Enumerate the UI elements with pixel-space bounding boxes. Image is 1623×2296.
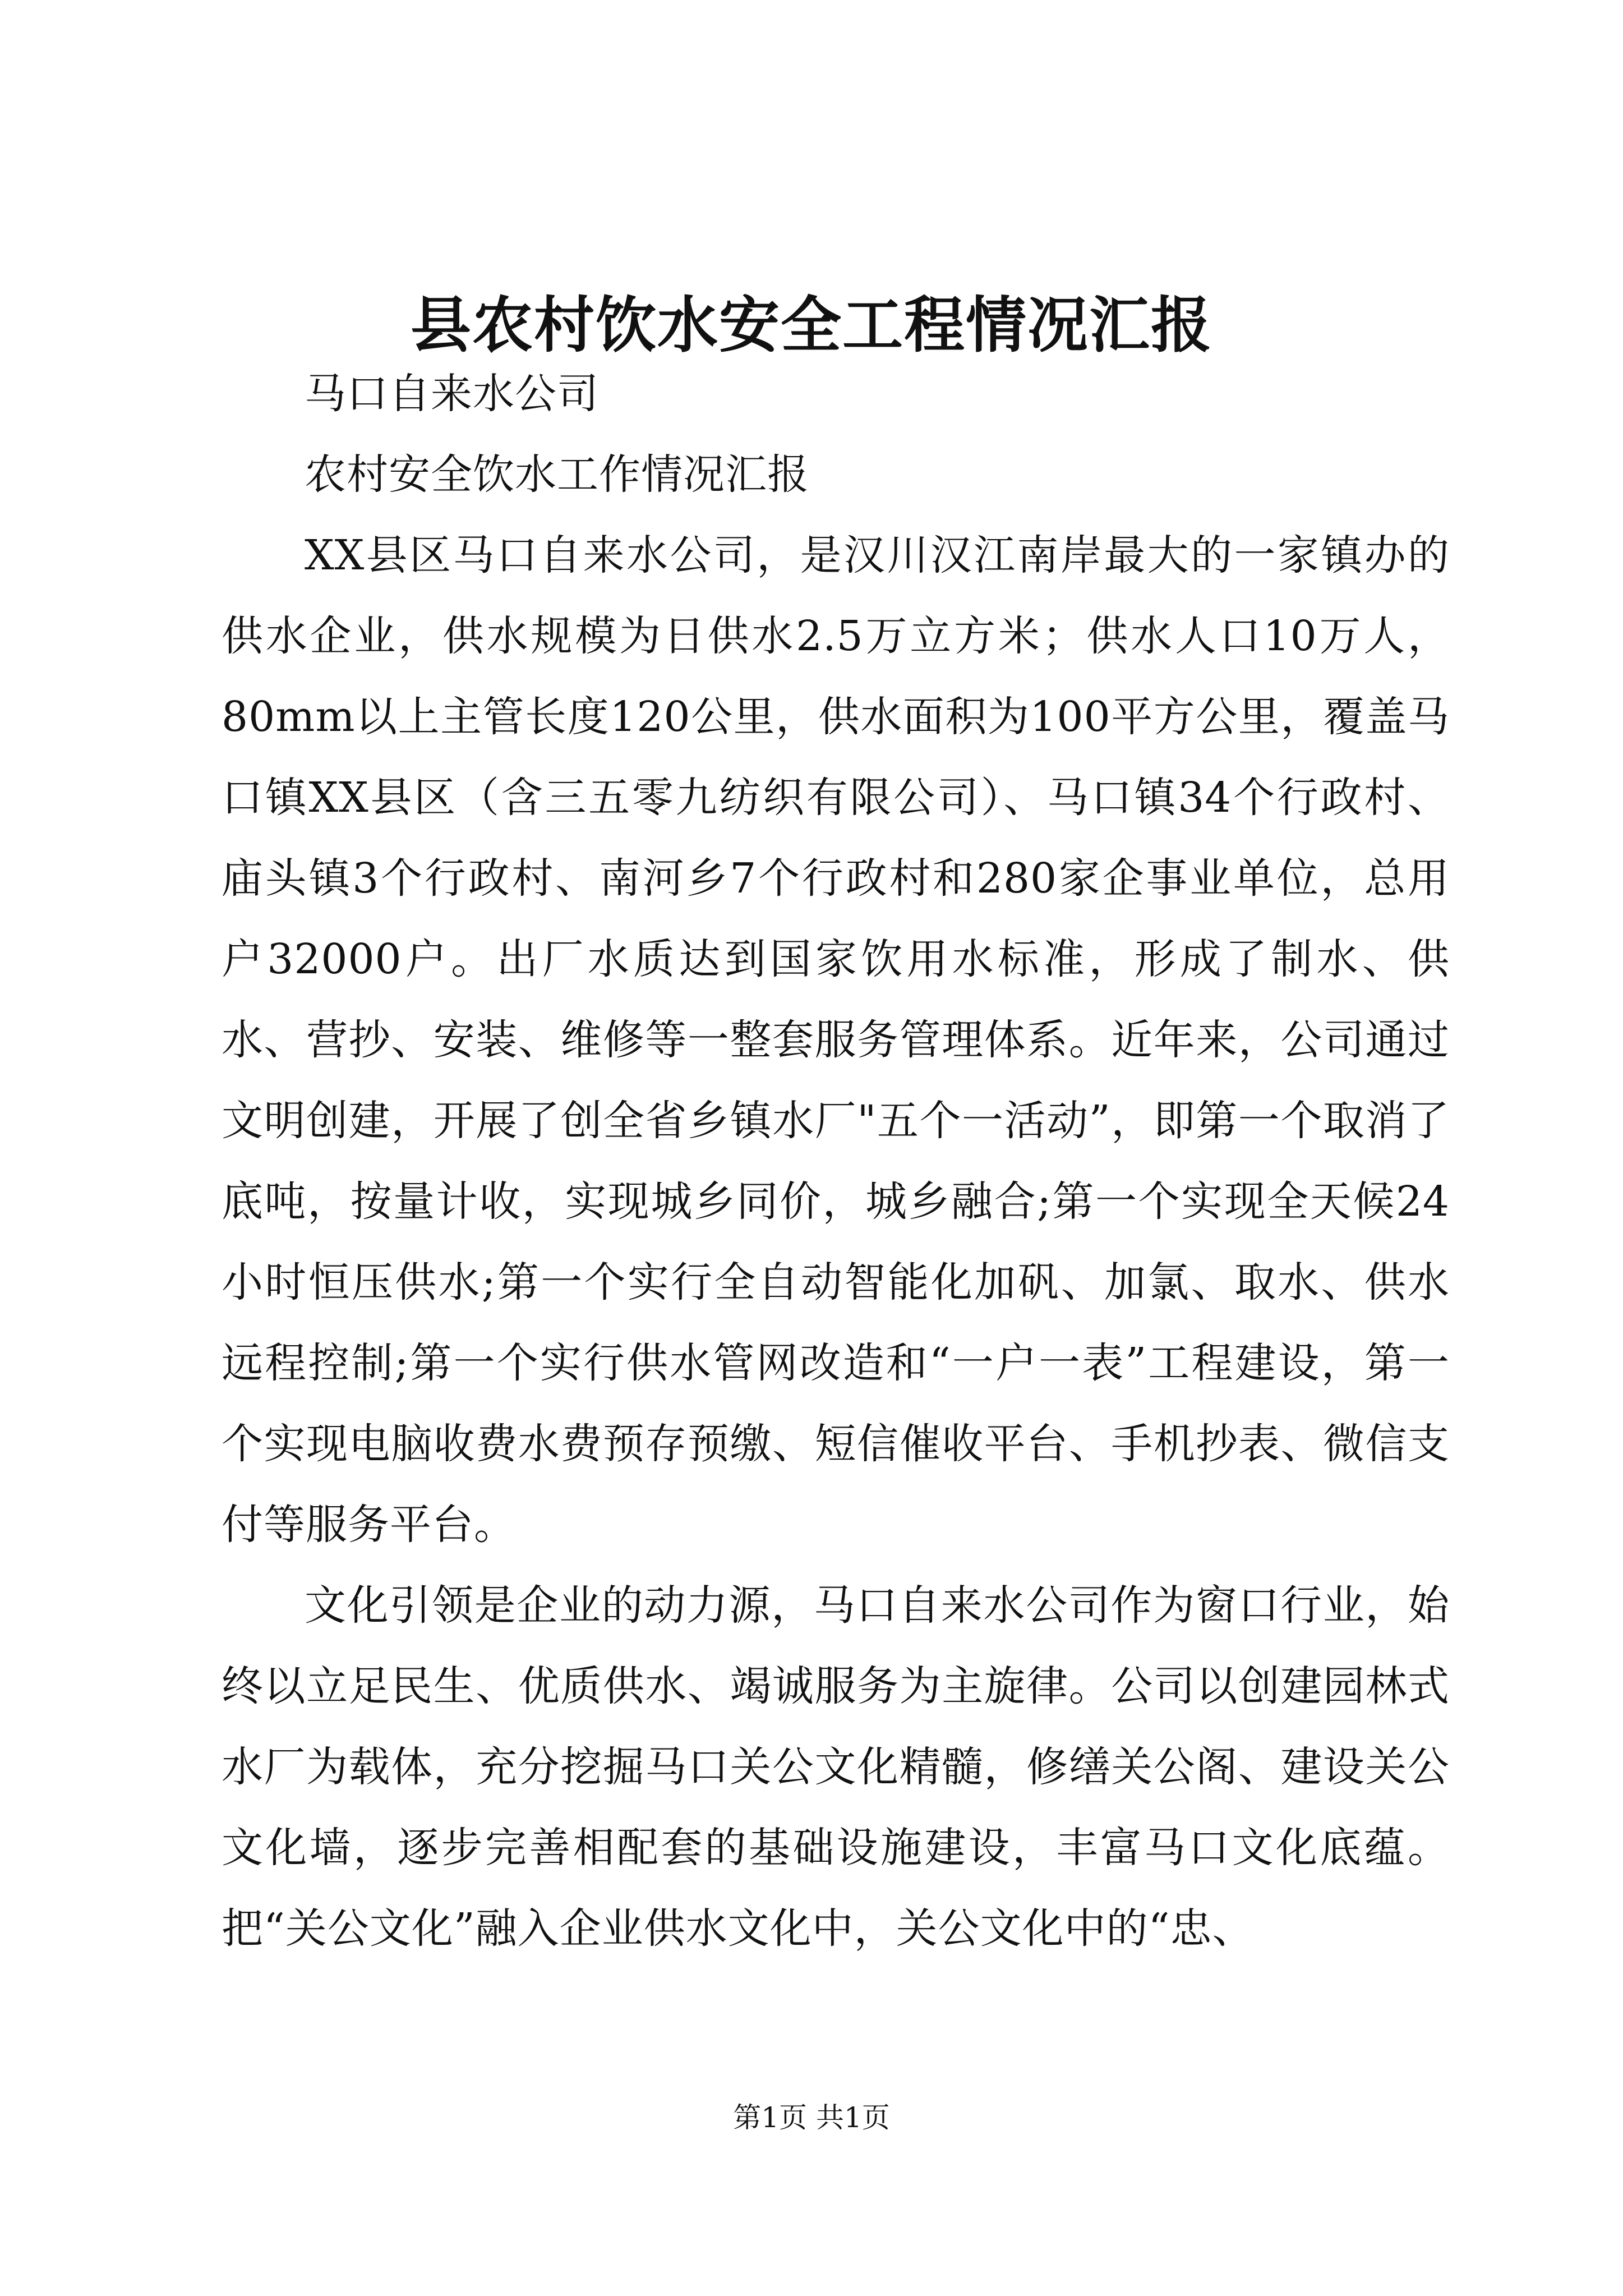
document-body xyxy=(222,353,1450,1969)
paragraph-culture: 文化引领是企业的动力源，马口自来水公司作为窗口行业，始终以立足民生、优质供水、竭诚服务为主旋律。公司以创建园林式水厂为载体，充分挖掘马口关公文化精髓，修缮关公阁、建设关公文化墙，逐步完善相配套的基础设施建设，丰富马口文化底蕴。把“关公文化”融入企业供水文化中，关公文化中的“忠、 xyxy=(222,1581,1450,1953)
paragraph-subtitle: 农村安全饮水工作情况汇报 xyxy=(305,450,809,499)
paragraph-overview: XX县区马口自来水公司，是汉川汉江南岸最大的一家镇办的供水企业，供水规模为日供水2.5万立方米；供水人口10万人，80mm以上主管长度120公里，供水面积为100平方公里，覆盖马口镇XX县区（含三五零九纺织有限公司）、马口镇34个行政村、庙头镇3个行政村、南河乡7个行政村和280家企事业单位，总用户32000户。出厂水质达到国家饮用水标准，形成了制水、供水、营抄、安装、维修等一整套服务管理体系。近年来，公司通过文明创建，开展了创全省乡镇水厂"五个一活动”，即第一个取消了底吨，按量计收，实现城乡同价，城乡融合;第一个实现全天候24小时恒压供水;第一个实行全自动智能化加矾、加氯、取水、供水远程控制;第一个实行供水管网改造和“一户一表”工程建设，第一个实现电脑收费水费预存预缴、短信催收平台、手机抄表、微信支付等服务平台。 xyxy=(222,531,1450,1549)
page-footer: 第1页 共1页 xyxy=(733,2101,890,2134)
paragraph-company: 马口自来水公司 xyxy=(305,370,599,418)
document-title: 县农村饮水安全工程情况汇报 xyxy=(410,290,1212,361)
